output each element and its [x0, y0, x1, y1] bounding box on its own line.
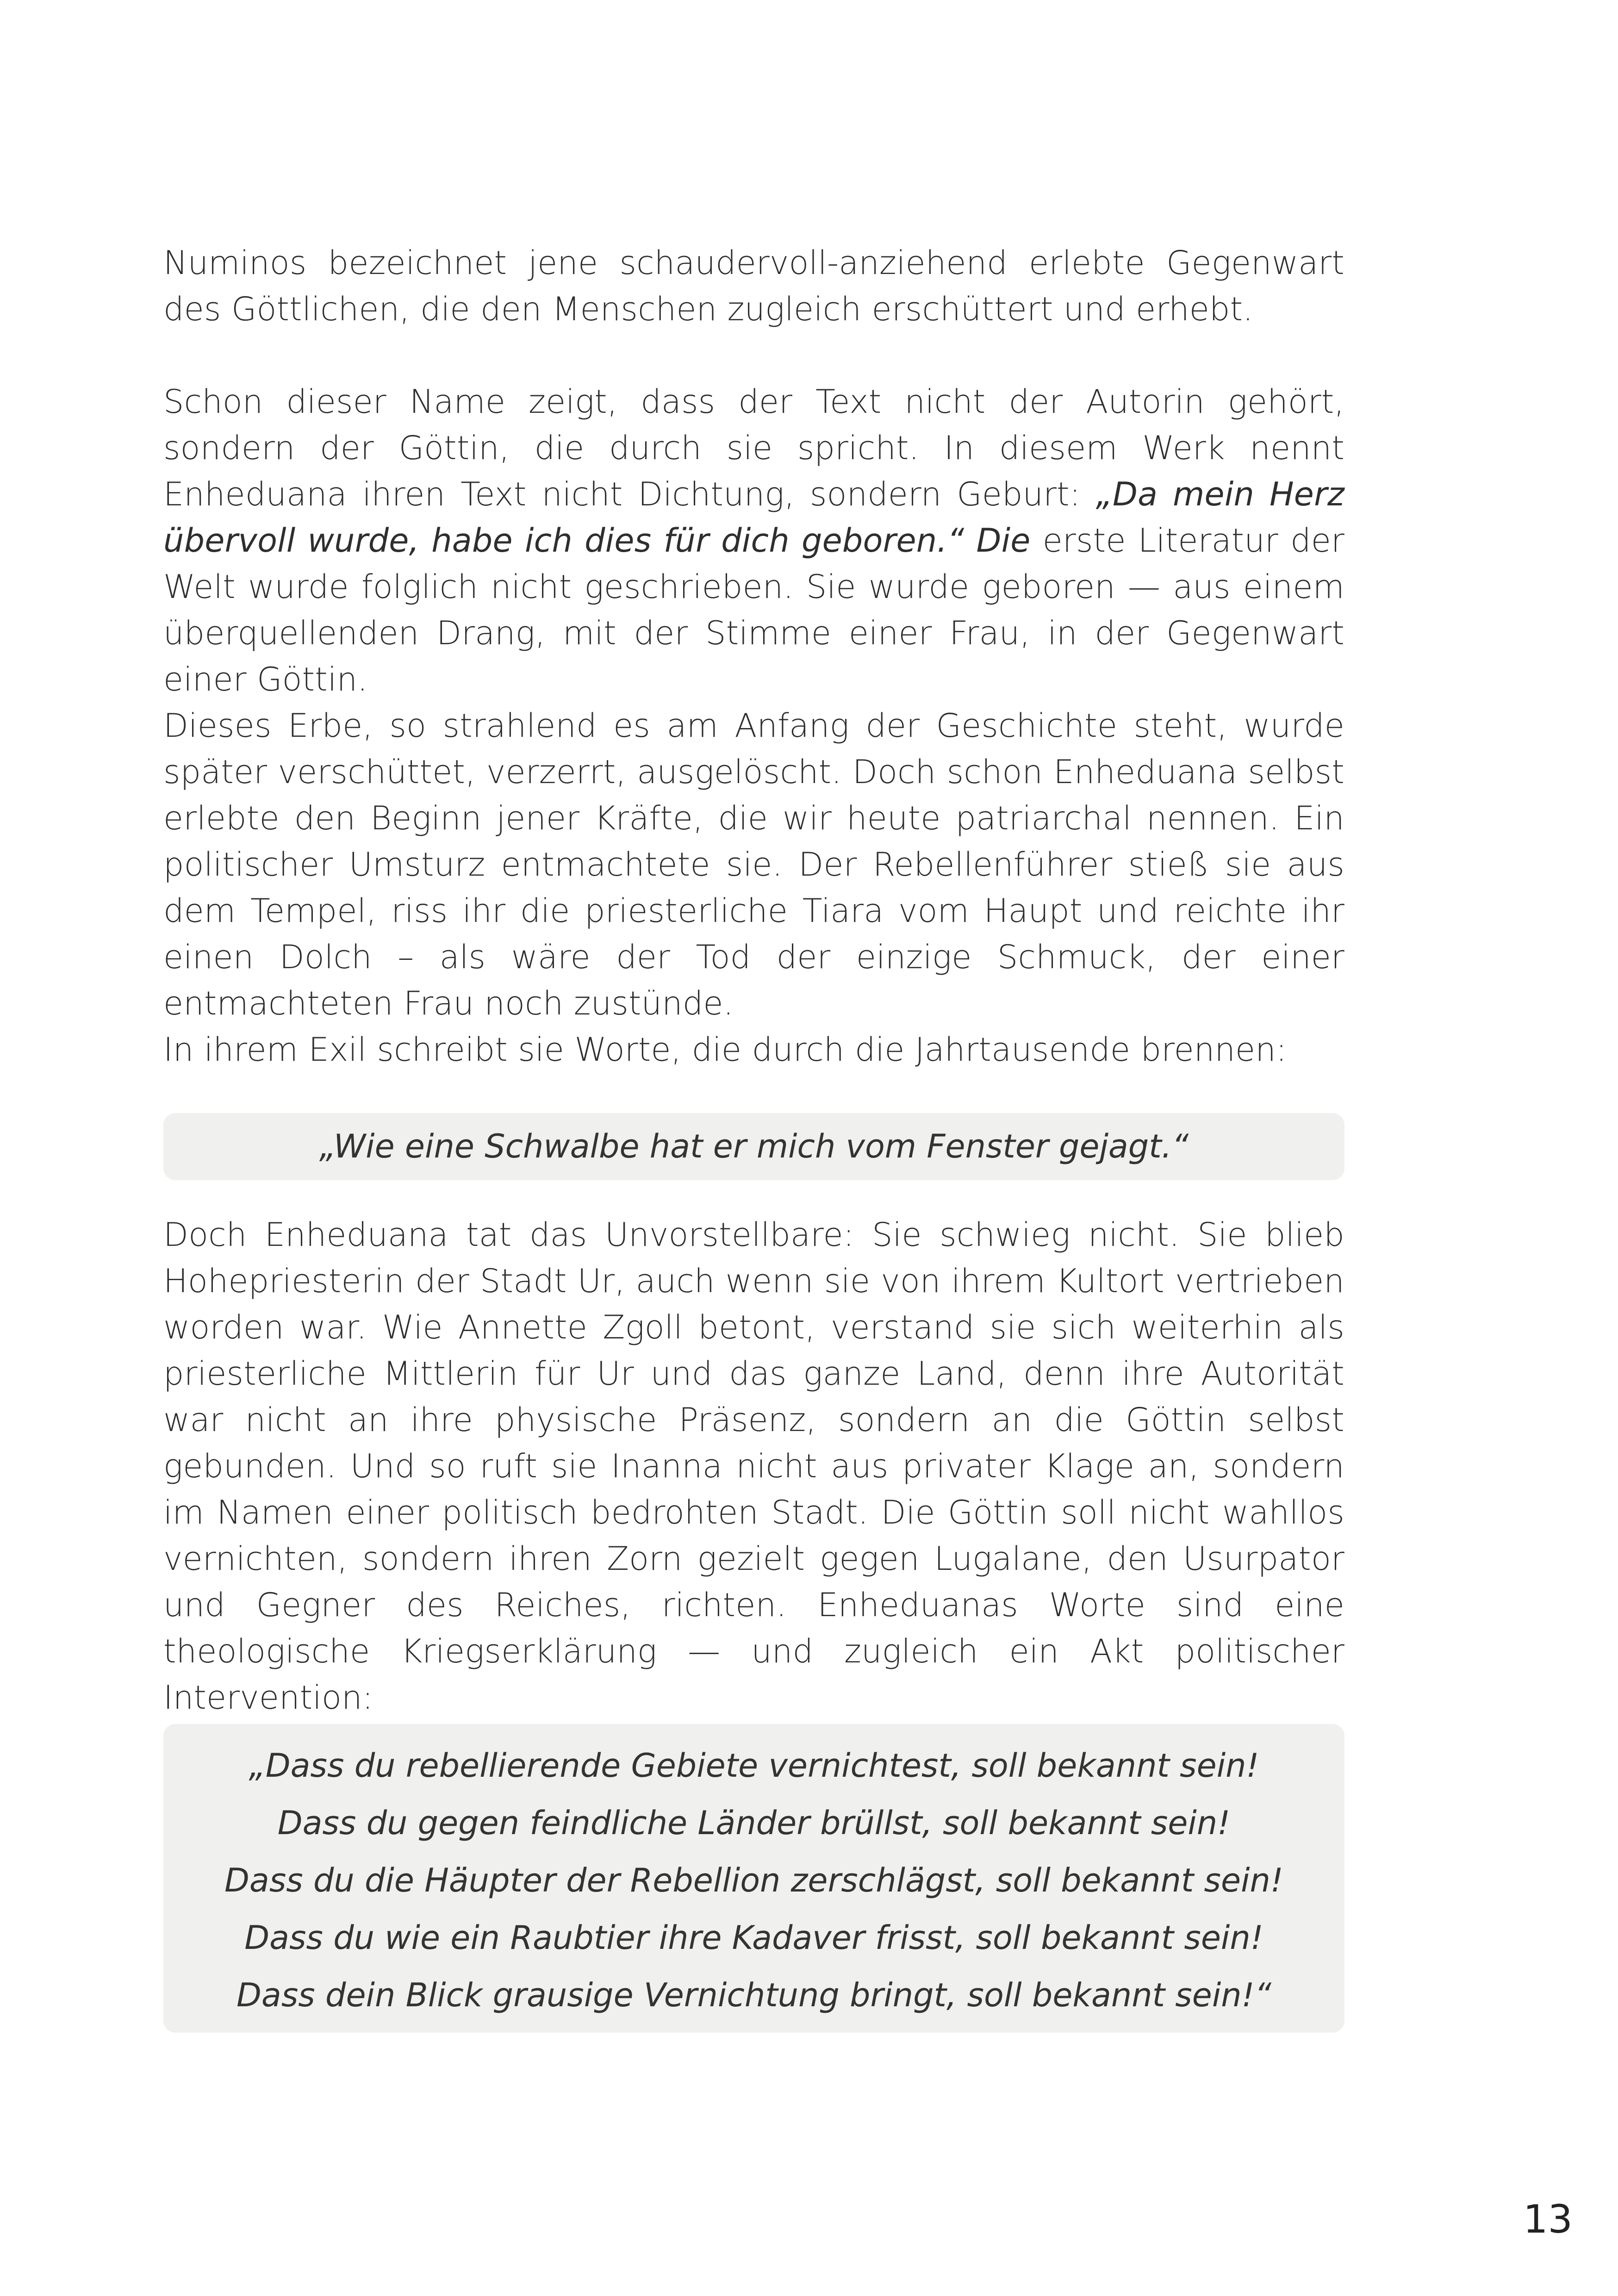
- paragraph-resistance: [163, 1212, 1344, 1721]
- quote-box-swallow: [163, 1113, 1344, 1180]
- paragraph-exile: [163, 1027, 1344, 1073]
- quote-line: Dass du die Häupter der Rebellion zerschlägst, soll bekannt sein!: [224, 1861, 1283, 1899]
- text-segment: Doch Enheduana tat das Unvorstellbare: Sie schwieg nicht. Sie blieb Hohepriesterin der Stadt Ur, auch wenn sie von ihrem Kultort vertrieben worden war. Wie Annette Zgoll betont, verstand sie sich weiterhin als priesterliche Mittlerin für Ur und das ganze Land, denn ihre Autorität war nicht an ihre physische Präsenz, sondern an die Göttin selbst gebunden. Und so ruft sie Inanna nicht aus privater Klage an, sondern im Namen einer politisch bedrohten Stadt. Die Göttin soll nicht wahllos vernichten, sondern ihren Zorn gezielt gegen Lugalane, den Usurpator und Gegner des Reiches, richten. Enheduanas Worte sind eine theologische Kriegserklärung — und zugleich ein Akt politischer Intervention:: [163, 1216, 1344, 1717]
- text-segment: Dieses Erbe, so strahlend es am Anfang der Geschichte steht, wurde später verschüttet, verzerrt, ausgelöscht. Doch schon Enheduana selbst erlebte den Beginn jener Kräfte, die wir heute patriarchal nennen. Ein politischer Umsturz entmachtete sie. Der Rebellenführer stieß sie aus dem Tempel, riss ihr die priesterliche Tiara vom Haupt und reichte ihr einen Dolch – als wäre der Tod der einzige Schmuck, der einer entmachteten Frau noch zustünde.: [163, 707, 1344, 1022]
- paragraph-text: [163, 379, 1344, 703]
- quote-line: Dass du gegen feindliche Länder brüllst, soll bekannt sein!: [277, 1804, 1231, 1842]
- quote-line: „Dass du rebellierende Gebiete vernichtest, soll bekannt sein!: [249, 1747, 1259, 1785]
- paragraph-heritage: [163, 703, 1344, 1027]
- paragraph-name-meaning: [163, 379, 1344, 703]
- text-segment: Numinos bezeichnet jene schaudervoll-anziehend erlebte Gegenwart des Göttlichen, die den Menschen zugleich erschüttert und erhebt.: [163, 244, 1344, 328]
- page-number: 13: [1523, 2196, 1573, 2242]
- quote-line: „Wie eine Schwalbe hat er mich vom Fenster gejagt.“: [319, 1127, 1189, 1165]
- paragraph-numinos: [163, 240, 1344, 332]
- paragraph-text: [163, 703, 1344, 1027]
- quote-box-litany: [163, 1724, 1344, 2033]
- paragraph-text: [163, 240, 1344, 332]
- paragraph-text: [163, 1027, 1344, 1073]
- inline-quote: „Da mein Herz übervoll wurde, habe ich dies für dich geboren.“ Die: [163, 475, 1344, 560]
- text-segment: erste Literatur der Welt wurde folglich nicht geschrieben. Sie wurde geboren — aus einem überquellenden Drang, mit der Stimme einer Frau, in der Gegenwart einer Göttin.: [163, 522, 1344, 698]
- quote-line: Dass dein Blick grausige Vernichtung bringt, soll bekannt sein!“: [236, 1976, 1271, 2014]
- text-segment: In ihrem Exil schreibt sie Worte, die durch die Jahrtausende brennen:: [163, 1031, 1287, 1069]
- text-segment: Schon dieser Name zeigt, dass der Text nicht der Autorin gehört, sondern der Göttin, die durch sie spricht. In diesem Werk nennt Enheduana ihren Text nicht Dichtung, sondern Geburt:: [163, 383, 1344, 513]
- paragraph-text: [163, 1212, 1344, 1721]
- quote-line: Dass du wie ein Raubtier ihre Kadaver frisst, soll bekannt sein!: [244, 1919, 1263, 1957]
